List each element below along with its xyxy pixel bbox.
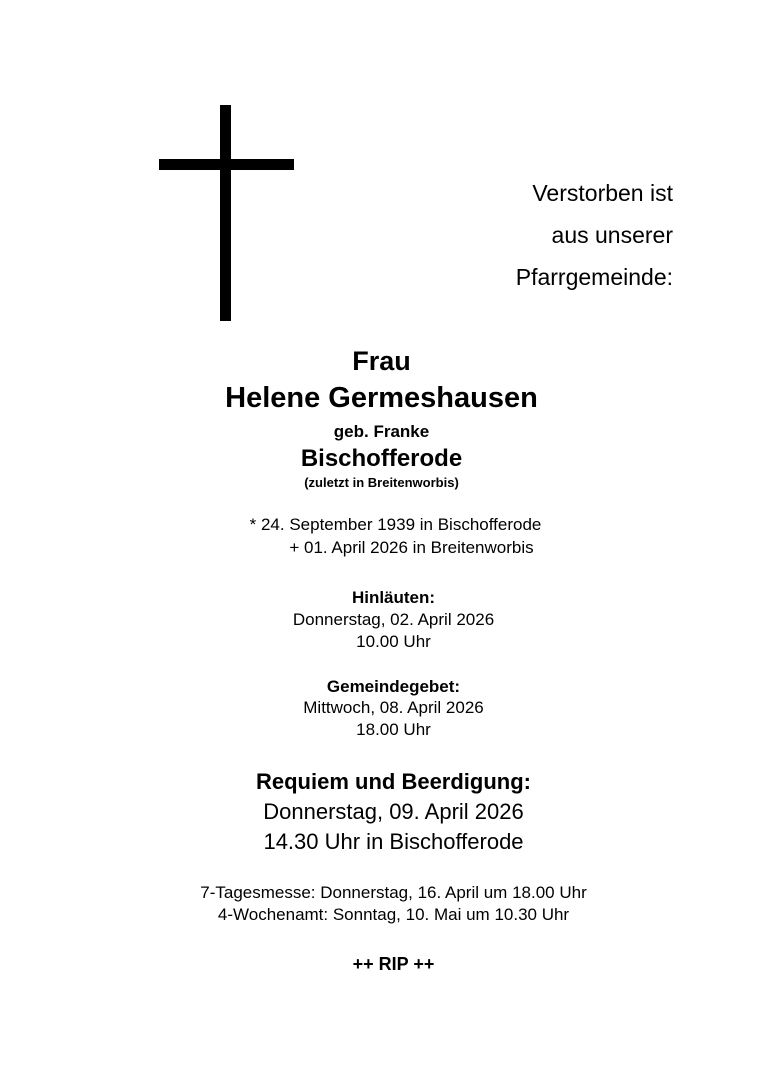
maiden-name: geb. Franke (333, 422, 430, 441)
gemeindegebet-time: 18.00 Uhr (356, 720, 431, 739)
birth-line: * 24. September 1939 in Bischofferode (249, 515, 542, 534)
cross-vertical-bar (220, 105, 231, 321)
four-week-mass: 4-Wochenamt: Sonntag, 10. Mai um 10.30 Uhr (217, 905, 570, 924)
intro-text (516, 172, 673, 298)
intro-line-1: Verstorben ist (532, 180, 673, 206)
gemeindegebet-date: Mittwoch, 08. April 2026 (303, 698, 484, 717)
last-residence: (zuletzt in Breitenworbis) (304, 475, 459, 490)
hinlaeuten-time: 10.00 Uhr (356, 632, 431, 651)
hinlaeuten-heading: Hinläuten: (351, 588, 436, 607)
requiem-time-place: 14.30 Uhr in Bischofferode (263, 829, 524, 854)
town: Bischofferode (300, 445, 463, 472)
rip-closing: ++ RIP ++ (352, 954, 435, 974)
deceased-name: Helene Germeshausen (225, 382, 538, 414)
seven-day-mass: 7-Tagesmesse: Donnerstag, 16. April um 18.00 Uhr (200, 883, 587, 902)
hinlaeuten-date: Donnerstag, 02. April 2026 (292, 610, 495, 629)
intro-line-2: aus unserer (551, 222, 673, 248)
salutation: Frau (352, 346, 411, 376)
cross-horizontal-bar (159, 159, 294, 170)
requiem-date: Donnerstag, 09. April 2026 (263, 799, 524, 824)
requiem-heading: Requiem und Beerdigung: (256, 769, 531, 794)
intro-line-3: Pfarrgemeinde: (515, 264, 673, 290)
gemeindegebet-heading: Gemeindegebet: (326, 677, 461, 696)
death-line: + 01. April 2026 in Breitenworbis (289, 538, 534, 557)
